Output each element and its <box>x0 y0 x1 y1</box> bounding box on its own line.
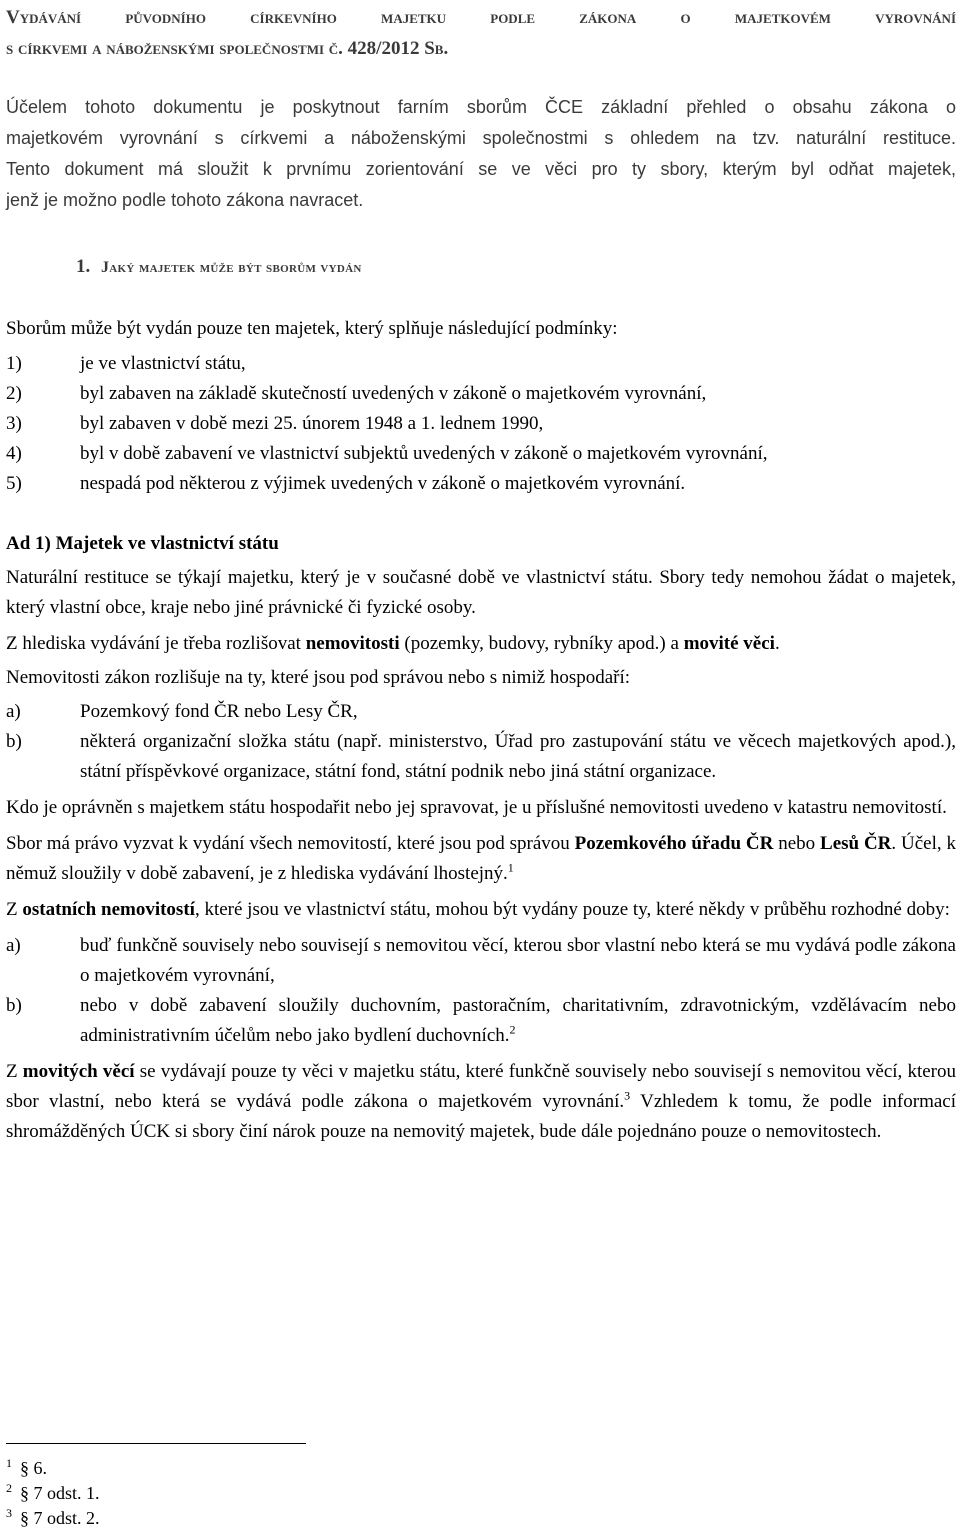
text-run: Z hlediska vydávání je třeba rozlišovat <box>6 633 306 654</box>
list-marker: b) <box>6 995 22 1016</box>
list-text: nespadá pod některou z výjimek uvedených v zákoně o majetkovém vyrovnání. <box>80 473 686 494</box>
footnote-number: 2 <box>6 1481 12 1495</box>
conditions-block <box>6 314 956 499</box>
text-run: Vzhledem k tomu, že podle informací shromážděných ÚCK si sbory činí nárok pouze na nemovitý majetek, bude dále pojednáno pouze o nemovitostech. <box>6 1091 957 1142</box>
list-text: byl zabaven v době mezi 25. únorem 1948 a 1. lednem 1990, <box>80 413 544 434</box>
ad1-paragraph: Naturální restituce se týkají majetku, který je v současné době ve vlastnictví státu. Sbory tedy nemohou žádat o majetek, který vlastní obce, kraje nebo jiné právnické či fyzické osoby. <box>6 567 956 618</box>
list-item <box>6 379 956 409</box>
footnotes <box>6 1456 100 1531</box>
conditions-list <box>6 349 956 499</box>
list-text: Pozemkový fond ČR nebo Lesy ČR, <box>80 701 358 722</box>
intro-line: majetkovém vyrovnání s církvemi a náboženskými společnostmi s ohledem na tzv. naturální restituce. <box>6 128 956 148</box>
other-property-list <box>6 931 956 1051</box>
section-title: Jaký majetek může být sborům vydán <box>101 259 362 276</box>
list-marker: 4) <box>6 443 22 464</box>
list-text: buď funkčně souvisely nebo souvisejí s nemovitou věcí, kterou sbor vlastní nebo která se mu vydává podle zákona o majetkovém vyrovnání, <box>80 935 956 986</box>
title-line-1: Vydávání původního církevního majetku podle zákona o majetkovém vyrovnání <box>6 7 956 28</box>
list-marker: b) <box>6 731 22 752</box>
footnote-text: § 7 odst. 2. <box>20 1508 100 1528</box>
text-run: , které jsou ve vlastnictví státu, mohou být vydány pouze ty, které někdy v průběhu rozhodné doby: <box>194 899 950 920</box>
list-marker: a) <box>6 701 21 722</box>
footnote <box>6 1456 100 1481</box>
text-run-bold: ostatních nemovitostí <box>22 899 195 920</box>
text-run: . Účel, k němuž sloužily v době zabavení, je z hlediska vydávání lhostejný. <box>6 833 957 884</box>
ad1-paragraph <box>6 629 956 659</box>
list-item <box>6 991 956 1051</box>
list-marker: a) <box>6 935 21 956</box>
list-item <box>6 349 956 379</box>
ad1-paragraph <box>6 829 956 889</box>
footnote-ref: 2 <box>509 1022 516 1037</box>
footnote-ref: 3 <box>624 1088 631 1103</box>
list-text: byl v době zabavení ve vlastnictví subjektů uvedených v zákoně o majetkovém vyrovnání, <box>80 443 768 464</box>
list-marker: 3) <box>6 413 22 434</box>
ad1-paragraph <box>6 895 956 925</box>
text-run-bold: Lesů ČR <box>820 833 892 854</box>
text-run: . <box>774 633 780 654</box>
intro-paragraph <box>6 92 956 216</box>
text-run-bold: Pozemkového úřadu ČR <box>574 833 774 854</box>
text-run-bold: nemovitosti <box>305 633 400 654</box>
footnote-separator <box>6 1443 306 1444</box>
footnote-number: 1 <box>6 1456 12 1470</box>
text-run: Z <box>6 1061 23 1082</box>
list-text: byl zabaven na základě skutečností uvedených v zákoně o majetkovém vyrovnání, <box>80 383 707 404</box>
text-run-bold: movitých věcí <box>22 1061 135 1082</box>
list-item <box>6 469 956 499</box>
intro-line: Tento dokument má sloužit k prvnímu zorientování se ve věci pro ty sbory, kterým byl odňat majetek, <box>6 159 956 179</box>
ad1-paragraph: Nemovitosti zákon rozlišuje na ty, které jsou pod správou nebo s nimiž hospodaří: <box>6 667 631 688</box>
footnote-number: 3 <box>6 1506 12 1520</box>
ad1-paragraph <box>6 1057 956 1147</box>
ad1-section <box>6 529 956 1147</box>
list-text: nebo v době zabavení sloužily duchovním, pastoračním, charitativním, zdravotnickým, vzdělávacím nebo administrativním účelům nebo jako bydlení duchovních. <box>80 995 956 1046</box>
title-line-2: s církvemi a náboženskými společnostmi č. 428/2012 Sb. <box>6 38 449 59</box>
intro-line: Účelem tohoto dokumentu je poskytnout farním sborům ČCE základní přehled o obsahu zákona o <box>6 97 956 117</box>
document-title <box>6 2 956 64</box>
conditions-lead: Sborům může být vydán pouze ten majetek, který splňuje následující podmínky: <box>6 318 618 339</box>
list-marker: 1) <box>6 353 22 374</box>
footnote-text: § 6. <box>20 1458 47 1478</box>
footnote-ref: 1 <box>507 860 514 875</box>
list-marker: 5) <box>6 473 22 494</box>
administrators-list <box>6 697 956 787</box>
text-run: (pozemky, budovy, rybníky apod.) a <box>399 633 684 654</box>
list-text: je ve vlastnictví státu, <box>80 353 246 374</box>
section-heading <box>76 256 362 278</box>
list-item <box>6 409 956 439</box>
text-run: nebo <box>773 833 821 854</box>
text-run: se vydávají pouze ty věci v majetku státu, které funkčně souvisely nebo souvisejí s nemovitou věcí, kterou sbor vlastní, nebo která se vydává podle zákona o majetkovém vyrovnání. <box>6 1061 957 1112</box>
footnote-text: § 7 odst. 1. <box>20 1483 100 1503</box>
text-run-bold: movité věci <box>683 633 775 654</box>
list-item <box>6 727 956 787</box>
footnote <box>6 1506 100 1531</box>
list-item <box>6 931 956 991</box>
footnote <box>6 1481 100 1506</box>
list-item <box>6 439 956 469</box>
section-number: 1. <box>76 256 91 277</box>
ad1-heading: Ad 1) Majetek ve vlastnictví státu <box>6 533 279 554</box>
text-run: Sbor má právo vyzvat k vydání všech nemovitostí, které jsou pod správou <box>6 833 575 854</box>
text-run: Z <box>6 899 23 920</box>
list-marker: 2) <box>6 383 22 404</box>
ad1-paragraph: Kdo je oprávněn s majetkem státu hospodařit nebo jej spravovat, je u příslušné nemovitosti uvedeno v katastru nemovitostí. <box>6 797 947 818</box>
list-text: některá organizační složka státu (např. ministerstvo, Úřad pro zastupování státu ve věcech majetkových apod.), státní příspěvkové organizace, státní fond, státní podnik nebo jiná státní organizace. <box>80 731 956 782</box>
list-item <box>6 697 956 727</box>
intro-line: jenž je možno podle tohoto zákona navracet. <box>6 190 364 210</box>
